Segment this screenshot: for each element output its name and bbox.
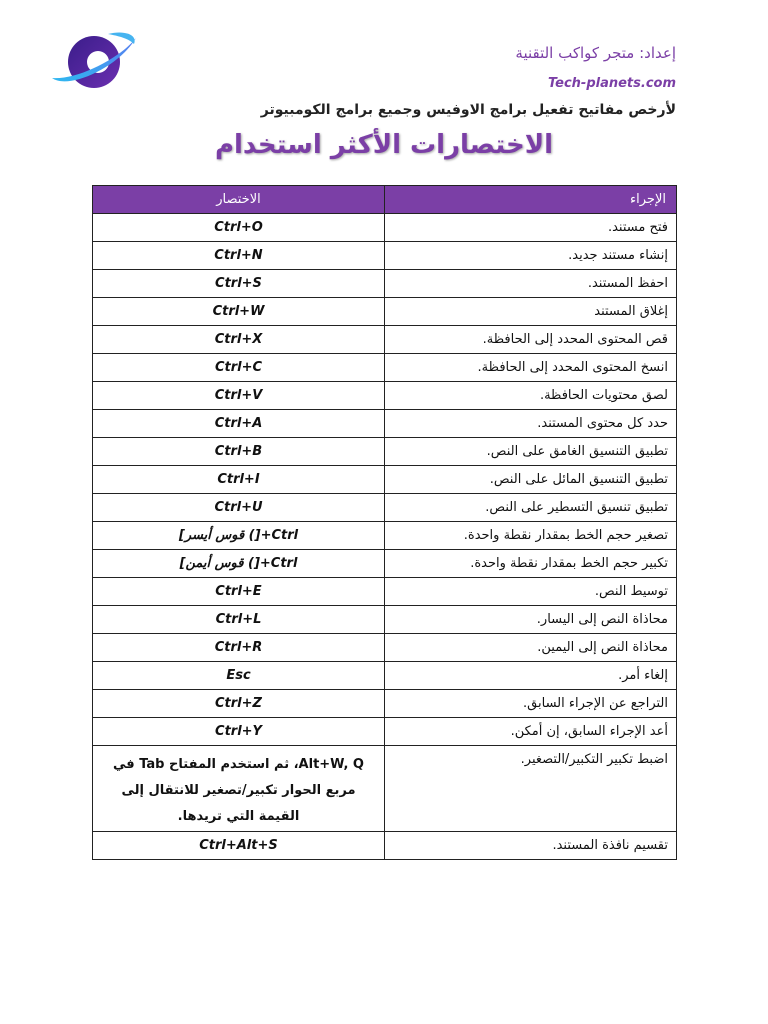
action-cell: حدد كل محتوى المستند. [385, 410, 677, 438]
action-cell: توسيط النص. [385, 578, 677, 606]
shortcut-cell: Ctrl+A [93, 410, 385, 438]
action-cell: التراجع عن الإجراء السابق. [385, 690, 677, 718]
action-cell: انسخ المحتوى المحدد إلى الحافظة. [385, 354, 677, 382]
shortcut-cell: Ctrl+V [93, 382, 385, 410]
shortcut-cell [93, 746, 385, 832]
table-row [93, 214, 677, 242]
table-row [93, 382, 677, 410]
shortcut-line: Alt+W, Q، ثم استخدم المفتاح Tab في [113, 757, 364, 772]
shortcut-cell: Esc [93, 662, 385, 690]
action-cell: تقسيم نافذة المستند. [385, 832, 677, 860]
action-cell: إلغاء أمر. [385, 662, 677, 690]
action-cell: إغلاق المستند [385, 298, 677, 326]
action-column-header: الإجراء [385, 186, 677, 214]
shortcut-cell: Ctrl+N [93, 242, 385, 270]
action-cell: تطبيق التنسيق المائل على النص. [385, 466, 677, 494]
tagline: لأرخص مفاتيح تفعيل برامج الاوفيس وجميع برامج الكومبيوتر [260, 102, 676, 118]
action-cell: تطبيق تنسيق التسطير على النص. [385, 494, 677, 522]
shortcut-cell: Ctrl+B [93, 438, 385, 466]
shortcut-cell: Ctrl+[) قوس أيسر] [93, 522, 385, 550]
page-title: الاختصارات الأكثر استخدام [214, 130, 554, 160]
table-row [93, 690, 677, 718]
shortcut-cell: Ctrl+O [93, 214, 385, 242]
table-row [93, 606, 677, 634]
shortcut-cell: Ctrl+W [93, 298, 385, 326]
table-row [93, 326, 677, 354]
shortcut-cell: Ctrl+C [93, 354, 385, 382]
shortcut-line: القيمة التي تريدها. [177, 809, 300, 824]
shortcut-cell: Ctrl+U [93, 494, 385, 522]
action-cell: قص المحتوى المحدد إلى الحافظة. [385, 326, 677, 354]
shortcuts-table [92, 185, 677, 860]
table-row [93, 410, 677, 438]
action-cell: محاذاة النص إلى اليمين. [385, 634, 677, 662]
table-header-row [93, 186, 677, 214]
table-row [93, 832, 677, 860]
action-cell: محاذاة النص إلى اليسار. [385, 606, 677, 634]
table-row [93, 746, 677, 832]
action-cell: اضبط تكبير التكبير/التصغير. [385, 746, 677, 832]
shortcut-cell: Ctrl+Alt+S [93, 832, 385, 860]
shortcut-cell: Ctrl+I [93, 466, 385, 494]
table-row [93, 550, 677, 578]
table-row [93, 242, 677, 270]
table-row [93, 438, 677, 466]
table-row [93, 354, 677, 382]
shortcut-column-header: الاختصار [93, 186, 385, 214]
shortcut-cell: Ctrl+[) قوس أيمن] [93, 550, 385, 578]
shortcut-cell: Ctrl+R [93, 634, 385, 662]
table-row [93, 718, 677, 746]
table-row [93, 466, 677, 494]
table-row [93, 662, 677, 690]
author-credit: إعداد: متجر كواكب التقنية [515, 44, 676, 62]
action-cell: تكبير حجم الخط بمقدار نقطة واحدة. [385, 550, 677, 578]
site-link[interactable]: Tech-planets.com [547, 76, 676, 91]
action-cell: إنشاء مستند جديد. [385, 242, 677, 270]
shortcut-cell: Ctrl+S [93, 270, 385, 298]
shortcut-cell: Ctrl+L [93, 606, 385, 634]
table-row [93, 578, 677, 606]
shortcut-line: مربع الحوار تكبير/تصغير للانتقال إلى [121, 783, 356, 798]
table-row [93, 298, 677, 326]
action-cell: لصق محتويات الحافظة. [385, 382, 677, 410]
action-cell: تطبيق التنسيق الغامق على النص. [385, 438, 677, 466]
table-row [93, 522, 677, 550]
action-cell: تصغير حجم الخط بمقدار نقطة واحدة. [385, 522, 677, 550]
table-row [93, 494, 677, 522]
shortcut-cell: Ctrl+Z [93, 690, 385, 718]
planet-logo-icon [48, 28, 140, 94]
action-cell: احفظ المستند. [385, 270, 677, 298]
action-cell: أعد الإجراء السابق، إن أمكن. [385, 718, 677, 746]
shortcut-cell: Ctrl+Y [93, 718, 385, 746]
shortcut-cell: Ctrl+X [93, 326, 385, 354]
table-row [93, 634, 677, 662]
action-cell: فتح مستند. [385, 214, 677, 242]
table-row [93, 270, 677, 298]
shortcut-cell: Ctrl+E [93, 578, 385, 606]
